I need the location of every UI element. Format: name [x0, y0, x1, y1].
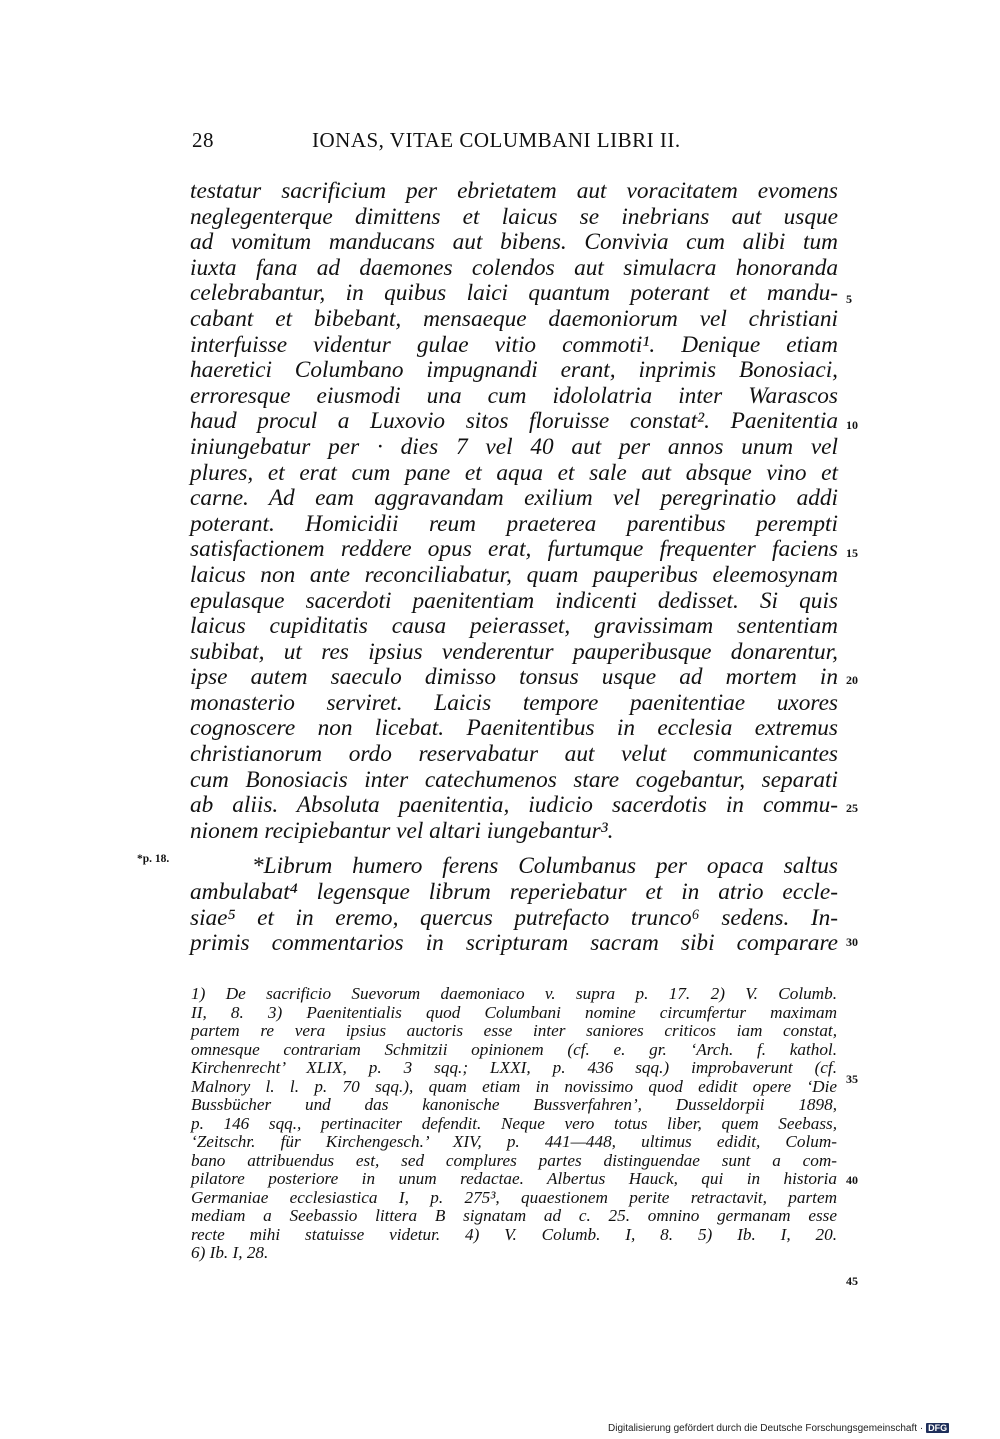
footnotes: [191, 985, 837, 1263]
footnote-line: pilatore posteriore in unum redactae. Albertus Hauck, qui in historia: [191, 1169, 837, 1188]
text-line: subibat, ut res ipsius venderentur pauperibusque donarentur,: [190, 638, 838, 665]
footnote-line: Malnory l. l. p. 70 sqq.), quam etiam in novissimo quod edidit opere ‘Die: [191, 1076, 837, 1096]
footnote-line: II, 8. 3) Paenitentialis quod Columbani nomine circumfertur maximam: [191, 1002, 837, 1022]
text-line: cabant et bibebant, mensaeque daemoniorum vel christiani: [190, 305, 838, 332]
text-line: poterant. Homicidii reum praeterea parentibus perempti: [190, 510, 838, 537]
footnote-line: 1) De sacrificio Suevorum daemoniaco v. supra p. 17. 2) V. Columb.: [191, 984, 837, 1003]
line-number: 30: [846, 935, 858, 949]
credit-text: Digitalisierung gefördert durch die Deutsche Forschungsgemeinschaft ·: [608, 1423, 924, 1434]
text-line: haeretici Columbano impugnandi erant, inprimis Bonosiaci,: [190, 357, 838, 384]
running-head-title: IONAS, VITAE COLUMBANI LIBRI II.: [312, 128, 681, 152]
text-line: ambulabat⁴ legensque librum reperiebatur et in atrio eccle-: [190, 879, 838, 906]
running-header: [192, 128, 837, 158]
footnote-line: partem re vera ipsius auctoris esse inter saniores criticos iam constat,: [191, 1021, 837, 1040]
margin-page-reference: *p. 18.: [137, 853, 170, 865]
text-line: monasterio serviret. Laicis tempore paenitentiae uxores: [190, 689, 838, 716]
line-number: 40: [846, 1173, 858, 1187]
line-number: 15: [846, 546, 858, 560]
text-line: christianorum ordo reservabatur aut velut communicantes: [190, 741, 838, 768]
text-line: epulasque sacerdoti paenitentiam indicenti dedisset. Si quis: [190, 587, 838, 614]
footnote-line: Germaniae ecclesiastica I, p. 275³, quaestionem perite retractavit, partem: [191, 1187, 837, 1207]
text-line: carne. Ad eam aggravandam exilium vel peregrinatio addi: [190, 485, 838, 512]
line-number: 25: [846, 801, 858, 815]
footnote-line: omnesque contrariam Schmitzii opinionem (cf. e. gr. ‘Arch. f. kathol.: [191, 1039, 837, 1059]
text-line: ipse autem saeculo dimisso tonsus usque ad mortem in: [190, 664, 838, 691]
text-line: iuxta fana ad daemones colendos aut simulacra honoranda: [190, 254, 838, 281]
text-line: plures, et erat cum pane et aqua et sale aut absque vino et: [190, 459, 838, 486]
footnote-line: ‘Zeitschr. für Kirchengesch.’ XIV, p. 441—448, ultimus edidit, Colum-: [191, 1132, 837, 1151]
line-number: 5: [846, 292, 852, 306]
text-line: satisfactionem reddere opus erat, furtumque frequenter faciens: [190, 536, 838, 563]
text-line: *Librum humero ferens Columbanus per opaca saltus: [252, 853, 838, 880]
text-line: primis commentarios in scripturam sacram sibi comparare: [190, 930, 838, 957]
text-line: ab aliis. Absoluta paenitentia, iudicio sacerdotis in commu-: [190, 792, 838, 819]
text-line: interfuisse videntur gulae vitio commoti¹. Denique etiam: [190, 331, 838, 358]
text-line: testatur sacrificium per ebrietatem aut voracitatem evomens: [190, 178, 838, 204]
text-line: siae⁵ et in eremo, quercus putrefacto trunco⁶ sedens. In-: [190, 904, 838, 931]
line-number: 45: [846, 1274, 858, 1288]
dfg-logo: DFG: [928, 1423, 948, 1433]
footnote-line: 6) Ib. I, 28.: [191, 1243, 269, 1262]
footnote-line: bano attribuendus est, sed complures partes distinguendae sunt a com-: [191, 1150, 837, 1170]
text-line: neglegenterque dimittens et laicus se inebrians aut usque: [190, 203, 838, 230]
footnote-line: p. 146 sqq., pertinaciter defendit. Neque vero totus liber, quem Seebass,: [191, 1113, 837, 1133]
text-line: nionem recipiebantur vel altari iungebantur³.: [190, 817, 614, 844]
main-text: [190, 179, 838, 957]
text-line: iniungebatur per · dies 7 vel 40 aut per annos unum vel: [190, 433, 838, 460]
text-line: laicus cupiditatis causa peierasset, gravissimam sententiam: [190, 613, 838, 640]
footnote-line: recte mihi statuisse videtur. 4) V. Columb. I, 8. 5) Ib. I, 20.: [191, 1224, 837, 1244]
footnote-line: mediam a Seebassio littera B signatam ad c. 25. omnino germanam esse: [191, 1206, 837, 1225]
text-line: cognoscere non licebat. Paenitentibus in ecclesia extremus: [190, 715, 838, 742]
text-line: ad vomitum manducans aut bibens. Convivia cum alibi tum: [190, 229, 838, 256]
text-line: haud procul a Luxovio sitos floruisse constat². Paenitentia: [190, 408, 838, 435]
line-number: 20: [846, 673, 858, 687]
text-line: cum Bonosiacis inter catechumenos stare cogebantur, separati: [190, 766, 838, 793]
footnote-line: Kirchenrecht’ XLIX, p. 3 sqq.; LXXI, p. 436 sqq.) improbaverunt (cf.: [191, 1058, 837, 1077]
footnote-line: Bussbücher und das kanonische Bussverfahren’, Dusseldorpii 1898,: [191, 1095, 837, 1114]
text-line: celebrabantur, in quibus laici quantum poterant et mandu-: [190, 280, 838, 307]
line-number: 35: [846, 1072, 858, 1086]
line-number: 10: [846, 418, 858, 432]
page-number: 28: [192, 128, 214, 152]
text-line: laicus non ante reconciliabatur, quam pauperibus eleemosynam: [190, 561, 838, 588]
digitization-credit: [608, 1423, 988, 1434]
text-line: erroresque eiusmodi una cum idololatria inter Warascos: [190, 382, 838, 409]
